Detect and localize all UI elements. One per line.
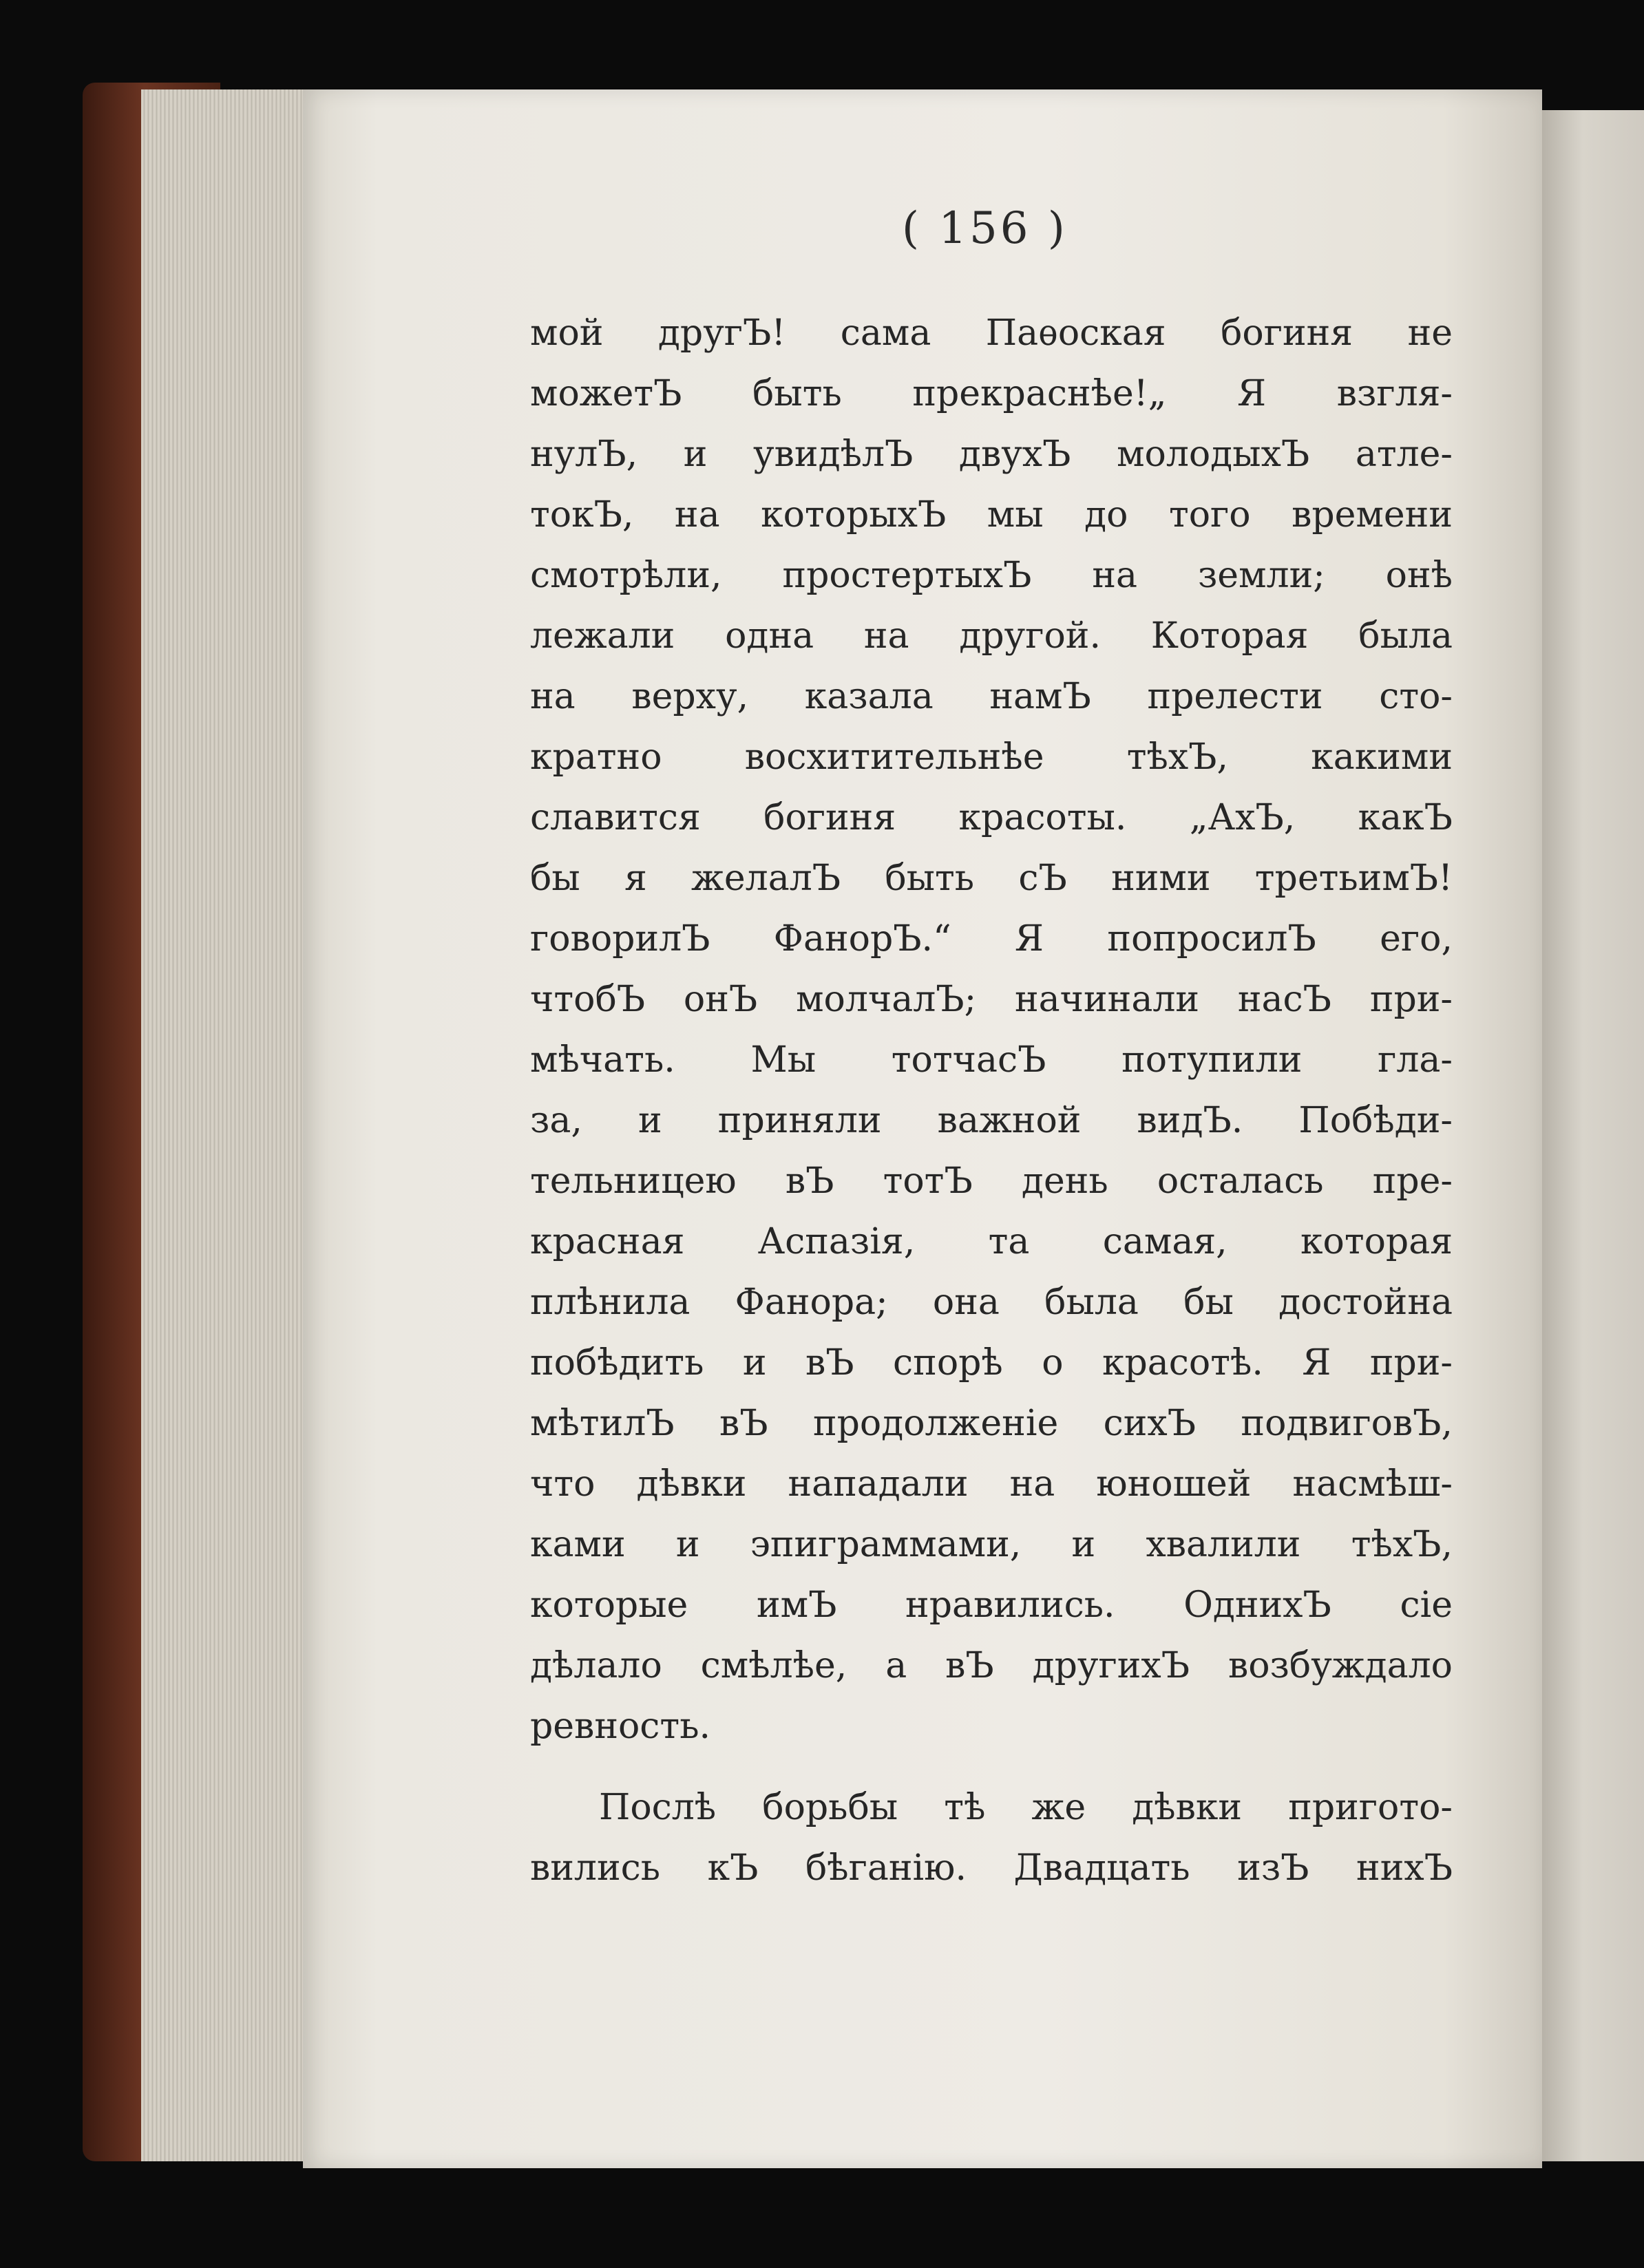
text-line: токЪ, на которыхЪ мы до того времени <box>530 494 1453 536</box>
text-line: за, и приняли важной видЪ. Побѣди- <box>530 1100 1453 1141</box>
next-page-edge <box>1542 110 1644 2161</box>
text-line: мой другЪ! сама Паѳоская богиня не <box>530 312 1453 354</box>
paragraph <box>530 303 1453 1757</box>
paragraph-gap <box>530 1757 1453 1777</box>
text-line: мѣтилЪ вЪ продолженіе сихЪ подвиговЪ, <box>530 1403 1453 1444</box>
text-line: кратно восхитительнѣе тѣхЪ, какими <box>530 736 1453 778</box>
text-line: дѣлало смѣлѣе, а вЪ другихЪ возбуждало <box>530 1645 1453 1686</box>
text-line: тельницею вЪ тотЪ день осталась пре- <box>530 1161 1453 1202</box>
text-line: славится богиня красоты. „АхЪ, какЪ <box>530 797 1453 838</box>
paragraph <box>530 1777 1453 1898</box>
text-line: можетЪ быть прекраснѣе!„ Я взгля- <box>530 373 1453 414</box>
text-line: бы я желалЪ быть сЪ ними третьимЪ! <box>530 858 1453 899</box>
text-line: на верху, казала намЪ прелести сто- <box>530 676 1453 717</box>
text-line: говорилЪ ФанорЪ.“ Я попросилЪ его, <box>530 918 1453 960</box>
text-line: побѣдить и вЪ спорѣ о красотѣ. Я при- <box>530 1342 1453 1384</box>
text-line: мѣчать. Мы тотчасЪ потупили гла- <box>530 1039 1453 1081</box>
text-line: смотрѣли, простертыхЪ на земли; онѣ <box>530 555 1453 596</box>
text-line: плѣнила Фанора; она была бы достойна <box>530 1282 1453 1323</box>
text-line: ками и эпиграммами, и хвалили тѣхЪ, <box>530 1524 1453 1565</box>
text-line: Послѣ борьбы тѣ же дѣвки пригото- <box>599 1787 1453 1828</box>
page-number: ( 156 ) <box>902 203 1068 254</box>
text-line: которые имЪ нравились. ОднихЪ сіе <box>530 1585 1453 1626</box>
text-line: что дѣвки нападали на юношей насмѣш- <box>530 1463 1453 1505</box>
text-line: нулЪ, и увидѣлЪ двухЪ молодыхЪ атле- <box>530 434 1453 475</box>
page-text <box>530 303 1453 1898</box>
text-line: лежали одна на другой. Которая была <box>530 615 1453 657</box>
text-line: чтобЪ онЪ молчалЪ; начинали насЪ при- <box>530 979 1453 1020</box>
text-line: красная Аспазія, та самая, которая <box>530 1221 1453 1262</box>
text-line: вились кЪ бѣганію. Двадцать изЪ нихЪ <box>530 1847 1453 1889</box>
text-line: ревность. <box>530 1706 711 1747</box>
page-edges <box>141 89 313 2161</box>
